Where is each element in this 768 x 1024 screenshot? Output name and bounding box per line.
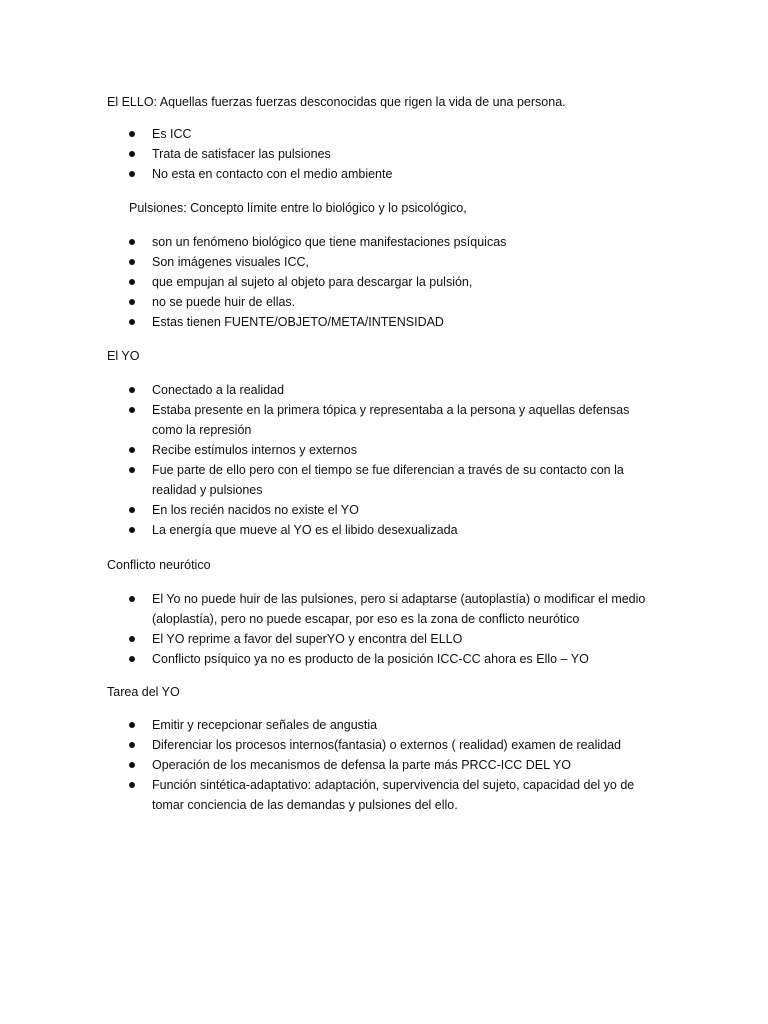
list-item	[0, 775, 652, 815]
bullet-icon	[129, 299, 135, 305]
list-item	[0, 649, 652, 669]
bullet-icon	[129, 722, 135, 728]
list-item	[0, 144, 652, 164]
list-item-text: Recibe estímulos internos y externos	[152, 443, 357, 457]
list-item	[0, 500, 652, 520]
list-item-text: Función sintética-adaptativo: adaptación, supervivencia del sujeto, capacidad del yo de tomar conciencia de las demandas y pulsiones del ello.	[152, 778, 635, 812]
yo-bullet-list	[0, 380, 768, 540]
list-item	[0, 400, 652, 440]
bullet-icon	[129, 131, 135, 137]
list-item-text: El YO reprime a favor del superYO y encontra del ELLO	[152, 632, 463, 646]
bullet-icon	[129, 596, 135, 602]
tarea-heading: Tarea del YO	[107, 685, 180, 699]
ello-intro: El ELLO: Aquellas fuerzas fuerzas desconocidas que rigen la vida de una persona.	[107, 95, 566, 109]
list-item-text: Son imágenes visuales ICC,	[152, 255, 310, 269]
conflicto-heading: Conflicto neurótico	[107, 558, 211, 572]
list-item	[0, 715, 652, 735]
list-item-text: Fue parte de ello pero con el tiempo se fue diferencian a través de su contacto con la realidad y pulsiones	[152, 463, 624, 497]
list-item-text: Diferenciar los procesos internos(fantasia) o externos ( realidad) examen de realidad	[152, 738, 621, 752]
list-item	[0, 440, 652, 460]
list-item-text: Estas tienen FUENTE/OBJETO/META/INTENSIDAD	[152, 315, 444, 329]
list-item	[0, 124, 652, 144]
list-item-text: no se puede huir de ellas.	[152, 295, 296, 309]
bullet-icon	[129, 447, 135, 453]
conflicto-bullet-list	[0, 589, 768, 669]
list-item	[0, 755, 652, 775]
list-item-text: Operación de los mecanismos de defensa la parte más PRCC-ICC DEL YO	[152, 758, 571, 772]
bullet-icon	[129, 279, 135, 285]
list-item-text: son un fenómeno biológico que tiene manifestaciones psíquicas	[152, 235, 507, 249]
list-item	[0, 164, 652, 184]
bullet-icon	[129, 171, 135, 177]
bullet-icon	[129, 387, 135, 393]
list-item	[0, 520, 652, 540]
bullet-icon	[129, 319, 135, 325]
bullet-icon	[129, 762, 135, 768]
list-item-text: Trata de satisfacer las pulsiones	[152, 147, 331, 161]
list-item-text: Estaba presente en la primera tópica y representaba a la persona y aquellas defensas como la represión	[152, 403, 630, 437]
list-item	[0, 380, 652, 400]
bullet-icon	[129, 467, 135, 473]
bullet-icon	[129, 151, 135, 157]
list-item	[0, 589, 652, 629]
list-item	[0, 252, 652, 272]
list-item-text: Emitir y recepcionar señales de angustia	[152, 718, 378, 732]
yo-heading: El YO	[107, 349, 140, 363]
list-item	[0, 272, 652, 292]
list-item	[0, 735, 652, 755]
list-item-text: La energía que mueve al YO es el libido desexualizada	[152, 523, 458, 537]
bullet-icon	[129, 239, 135, 245]
ello-bullet-list	[0, 124, 768, 184]
bullet-icon	[129, 259, 135, 265]
list-item	[0, 232, 652, 252]
list-item-text: Conflicto psíquico ya no es producto de la posición ICC-CC ahora es Ello – YO	[152, 652, 589, 666]
list-item-text: que empujan al sujeto al objeto para descargar la pulsión,	[152, 275, 473, 289]
bullet-icon	[129, 407, 135, 413]
pulsiones-bullet-list	[0, 232, 768, 332]
bullet-icon	[129, 636, 135, 642]
list-item	[0, 629, 652, 649]
tarea-bullet-list	[0, 715, 768, 815]
list-item	[0, 460, 652, 500]
list-item-text: El Yo no puede huir de las pulsiones, pero si adaptarse (autoplastía) o modificar el medio (aloplastía), pero no puede escapar, por eso es la zona de conflicto neurótico	[152, 592, 646, 626]
list-item-text: Conectado a la realidad	[152, 383, 285, 397]
bullet-icon	[129, 782, 135, 788]
list-item-text: En los recién nacidos no existe el YO	[152, 503, 359, 517]
bullet-icon	[129, 507, 135, 513]
list-item-text: Es ICC	[152, 127, 192, 141]
list-item	[0, 292, 652, 312]
pulsiones-intro: Pulsiones: Concepto límite entre lo biológico y lo psicológico,	[129, 201, 467, 215]
bullet-icon	[129, 527, 135, 533]
list-item	[0, 312, 652, 332]
bullet-icon	[129, 742, 135, 748]
bullet-icon	[129, 656, 135, 662]
list-item-text: No esta en contacto con el medio ambiente	[152, 167, 393, 181]
